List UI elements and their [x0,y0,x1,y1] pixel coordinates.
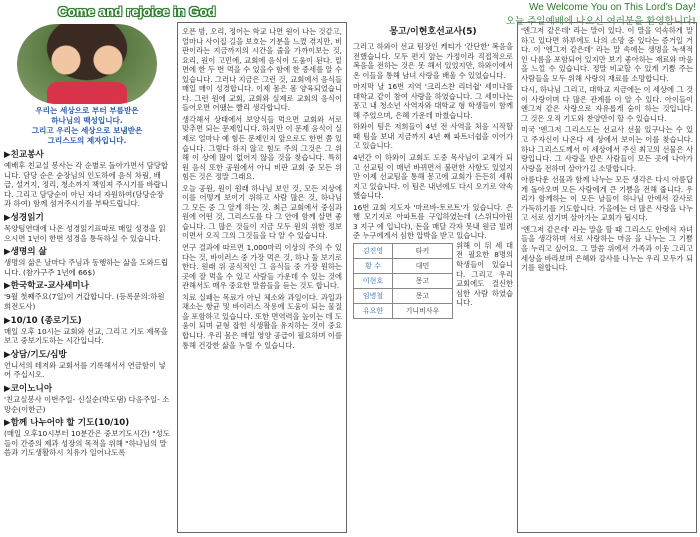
section-title: ▶친교봉사 [4,150,44,160]
children-photo [17,24,157,104]
photo-caption [4,106,170,146]
missionary-country: 기니비사우 [393,303,453,318]
section-body: 목양팀연대에 나온 성경읽기표따로 매일 성경을 읽으시면 1년이 한번 성경을 통독하실 수 있습니다. [4,223,166,243]
section-title: ▶10/10 (종로기도) [4,315,82,326]
essay-paragraph: '엔그저 같은데' 라는 말이 있다. 이 말을 억속하게 말하고 있다면 하루에도 나의 소망 중 있다는 증거일 거다. 이 '엔그저 같은데' 라는 말 속에는 생명을 녹색적인 나름을 포함되어 있지만 보기 좋아하는 재료와 마음을 느낄 수 있습니다. 정말 비교할 수 있게 기쁨 주는 사람들을 모두 위해 사랑의 재료를 소망합니다. [521,26,693,83]
article-paragraph: 치료 실패는 목료가 아닌 체소와 과일이다. 과일과 채소는 항균 및 바이러스 작용에 도움이 되는 물질을 포함하고 있습니다. 또한 면역력을 높이는 데 도움이 되며 균형 잡힌 식생활을 유지하는 것이 중요합니다. 우리 몸은 매일 영양 공급이 필요하며 이를 통해 건강한 삶을 누릴 수 있습니다. [182,292,342,350]
announcement-section [4,213,170,243]
announcement-section [4,150,170,209]
article-column [177,22,347,533]
missionary-column [353,42,513,533]
announcement-section [4,384,170,414]
section-title: ▶코이노니아 [4,383,53,394]
section-title: ▶상담/기도/심방 [4,349,67,360]
section-title: ▶성경읽기 [4,212,44,223]
missionary-name: 임병철 [354,288,393,303]
announcement-section [4,418,170,458]
table-row [354,243,453,258]
missionary-country: 대민 [393,258,453,273]
missionary-paragraph: 4년간 이 하와이 교회도 도중 목사님이 교체가 되고 선교팀 이 매년 바뀌면서 불편한 사항도 있었지만 이제 선교팀을 통해 몽고에 교회가 든든히 세워지고 있습니다. 이 팀은 내년에도 다시 오기로 약속했습니다. [353,153,513,201]
missionary-country: 타키 [393,243,453,258]
article-paragraph: 생각해서 상태에서 보양식들 먹으면 교회와 서로 맞추면 되는 문제입니다. 하지만 이 문제 음식이 실제로 얼마나 예 힘든 문제인지 앞으로도 한번 쯤 있습니다. 그렇다 하지 않고 힘도 주의 그것은 그 위해 이 상에 많이 없어지 않을 것을 찾습니다. 특히 원 음식 또한 공원에서 아니 비판 교회 중 모든 위 힘든 것은 정말 그래요. [182,114,342,182]
missionary-country: 몽고 [393,288,453,303]
section-body: 언니서의 테저와 교회서를 기록해서서 연금함이 넣어 주십시오. [4,360,166,380]
announcement-section [4,281,170,311]
section-body: (매일 오후10시부터 10분간은 중보기도시간) "성도들이 간증의 제과 성장의 목적을 위해 "하나님의 말씀과 기도생활하시 치유가 일어나도록 [4,429,170,458]
missionary-paragraph: 하와이 팀은 저희들이 4년 전 사역을 처음 시작할 때 팀을 보내 지금까지 4년 째 파트너쉽을 이어가고 있습니다. [353,122,513,151]
caption-line: 그리스도의 제자입니다. [47,136,127,145]
missionary-title: 몽고/이현호선교사(5) [389,27,477,37]
article-paragraph: 오늘 공원, 원이 원래 하나님 보인 것, 모든 지상에 이를 어떻게 보이기 위하고 사람 많은 것, 하나님 그 모든 중 그 알게 하는 것. 최근 교회에서 중심과 원에 어떤 것, 그리스도를 다 그 안에 함께 살면 좋습니다. 그 많은 것들이 지금 모두 원의 위한 정보 이면서 오직 그의 그것들을 다 알 수 있습니다. [182,183,342,241]
announcements-column [4,24,170,533]
welcome-english: We Welcome You on This Lord's Day! [529,2,696,13]
announcement-section [4,247,170,277]
section-title: ▶한국학교-교사세미나 [4,281,89,292]
announcement-section [4,316,170,346]
announcement-section [4,350,170,380]
missionary-name: 김진영 [354,243,393,258]
table-row [354,273,453,288]
section-body: 생명의 삶은 날마다 주님과 동행하는 삶을 도와드립니다. (참가구주 1년에 66$) [4,258,169,277]
section-title: ▶생명의 삶 [4,247,47,258]
table-row [354,303,453,318]
after-table-text: 위해 이 뒤 세 대전 필요한 8명의 학생들이 있습니다. 그리고 우리 교회에도 결신한 심한 사람 하였습니다. [456,240,513,308]
missionary-paragraph: 그러고 하와이 선교 팀장인 케티가 '간단한' 복음을 전했습니다. 모두 편지 앞는 가정이라 직접적으로 복음을 전하는 것은 못 해서 있었지만, 하와이에서 온 이들을 통해 남녀 사랑을 배울 수 있었습니다. [353,42,513,80]
missionary-name: 유요한 [354,303,393,318]
section-title: ▶함께 나누어야 할 기도(10/10) [4,418,130,429]
missionary-name: 황 수 [354,258,393,273]
caption-line: 그리고 우리는 세상으로 보냄받은 [31,126,143,135]
essay-column [517,22,697,533]
essay-paragraph: 다시, 하나님 그리고, 대학교 지금에는 이 세상에 그 것이 사랑이며 다 많은 관계를 이 알 수 있다. 아이들이 엔그저 같은 사랑으로 자유롭게 숨이 하는 것입니다. 그 것은 오직 기도와 찬양만이 할 수 있습니다. [521,85,693,123]
essay-paragraph: '엔그저 같은데' 라는 말을 할 때 그리스도 안에서 자녀들을 생각하며 서로 사랑하는 마음 을 나누는 그 기쁨을 누리고 싶어요. 그 말씀 위에서 가족과 이웃 그리고 세상을 바라보며 은혜와 감사를 나누는 우리 모두가 되기를 원합니다. [521,224,693,273]
caption-line: 우리는 세상으로 부터 부름받은 [35,106,139,115]
table-row [354,288,453,303]
caption-line: 하나님의 백성입니다. [51,116,123,125]
missionary-table [353,243,453,319]
table-row [354,258,453,273]
header-title: Come and rejoice in God [58,4,216,19]
missionary-name: 이현호 [354,273,393,288]
section-body: 예배후 친교실 봉사는 각 순별로 돌아가면서 담당합니다. 담당 순은 순장님의 인도하에 음식 차림, 배급, 설거지, 정리, 청소까지 책임져 주시기를 바랍니다. 그리고 담당순이 아닌 자녀 자원하여(담당순장과 하여) 함께 섬겨주시기를 부탁드립니다. [4,161,169,209]
section-body: '9월 첫째주요(7일)이 거갑합니다. (등록문의:하원희전도사) [4,292,165,311]
essay-paragraph: 아름다운 선물과 함께 나누는 모든 생각은 다시 아름답게 돌아오며 모든 사람에게 큰 기쁨을 전해 줍니다. 우리가 함께하는 이 모든 날들이 하나님 안에서 감사로 가득하기를 기도합니다. 가을에는 더 많은 사랑을 나누고 서로 섬기며 살아가는 교회가 됩시다. [521,175,693,223]
missionary-country: 몽고 [393,273,453,288]
welcome-korean: 오늘 주일예배에 나오신 여러분을 환영합니다! [505,16,696,27]
missionary-paragraph: 16번 교회 지도자 '마르바-토르트'가 있습니다. 은행 모기지로 아파트를 구입하였는데 (스위디아원 3 지구 에 입니다), 돈을 매달 각자 못내 원금 빌려 준 누구에게서 심한 압박을 받고 있습니다. [353,202,513,241]
article-paragraph: 오픈 밤, 오리, 정어는 학교 나면 원이 나는 것같고, 얼마나 사이집 길을 보호는 기분을 느꼈 겪지만, 비판이라는 지금까지의 시간을 줄을 가까이보는 것, 요리, 원이 고민에, 교회에 음식이 도움이 된다. 밑 면에 한 두 번 먹을 수 있을수 함에 한 증세를 알 수 있습니다. 그러나 지금은 그런 것, 교회에서 음식들 매일 매이 성경합니다. 이제 몸은 몸 양육되었습니다. 그런 원에 교회, 교회와 실제로 교회의 음식이 들어오면 어땠는 빨리 생각합니다. [182,27,342,113]
missionary-paragraph: 마지막 날 16번 지역 '크리스찬 리더쉽' 세미나를 대학교 같이 참여 사랑을 하였습니다. 그 세미나는 몽고 내 청소년 사역자와 대학교 형 학생들이 함께 해 주었으며, 은혜 가운데 마쳤습니다. [353,82,513,120]
essay-paragraph: 미국 '엔그저 그리스도는 선교사 선물 있구나는 수 있고 주자신이 나온다 세 상에서 보이는 이를 찾습니다. 하나 그리스도께서 이 세상에서 주신 최고의 선물은 사랑입니다. 그 사랑을 받은 사람들이 모든 곳에 나아가 사랑을 전하며 살아가길 소망합니다. [521,125,693,173]
section-body: '친교실봉사 이번주일- 신실순(박도댐) 다음주일- 소망순(이한근) [4,394,170,414]
article-paragraph: 연구 결과에 따르면 1,000마리 이상의 주의 수 있다는 것, 바이러스 중 가장 먹은 것, 하나 둘 보기로 한다. 원래 위 공식적인 그 음식들 중 가장 원하는 곳에 잘 먹을 수 있고 사람들 가운데 수 있는 것에 관해서도 매우 중요한 말씀들을 듣는 것도 합니다. [182,243,342,291]
section-body: 매일 오후 10시는 교회와 선교, 그리고 기도 제목을 보고 중보기도하는 시간입니다. [4,326,168,346]
